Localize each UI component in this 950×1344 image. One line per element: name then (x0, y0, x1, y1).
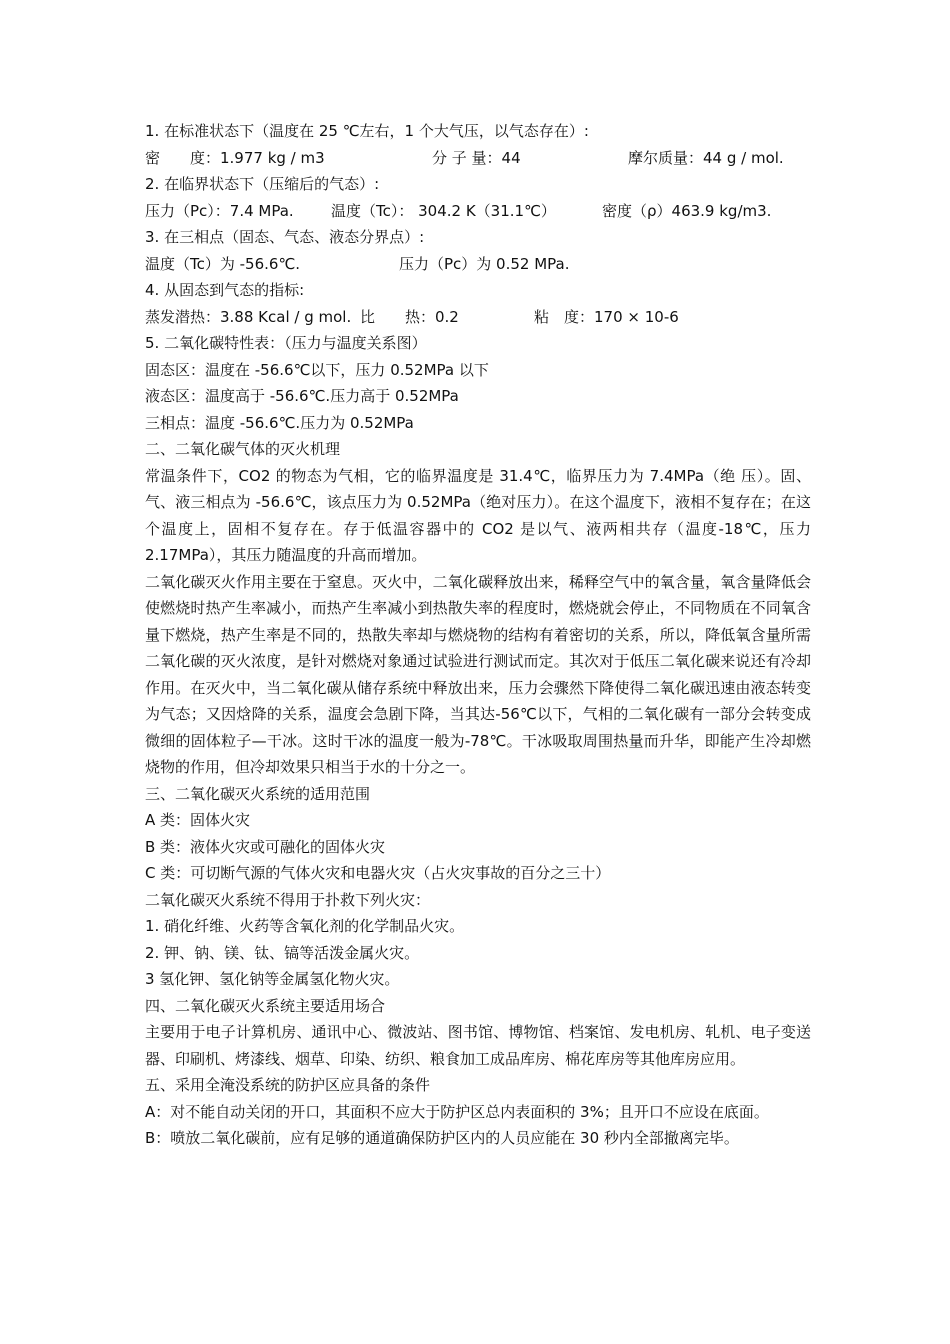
not-applicable-item-3: 3 氢化钾、氢化钠等金属氢化物火灾。 (145, 970, 400, 988)
specific-heat-value: 比 热：0.2 (360, 307, 459, 326)
class-a-item: A 类：固体火灾 (145, 811, 251, 829)
class-c-item: C 类：可切断气源的气体火灾和电器火灾（占火灾事故的百分之三十） (145, 864, 611, 882)
section-3-heading: 3. 在三相点（固态、气态、液态分界点）: (145, 228, 425, 246)
critical-pressure-value: 压力（Pc）：7.4 MPa. (145, 201, 294, 220)
total-flooding-heading: 五、采用全淹没系统的防护区应具备的条件 (145, 1076, 431, 1094)
class-b-item: B 类：液体火灾或可融化的固体火灾 (145, 837, 386, 856)
triple-point-values-row (145, 251, 811, 278)
critical-state-values-row (145, 198, 811, 225)
application-sites-paragraph: 主要用于电子计算机房、通讯中心、微波站、图书馆、博物馆、档案馆、发电机房、轧机、电子变送器、印刷机、烤漆线、烟草、印染、纺织、粮食加工成品库房、棉花库房等其他库房应用。 (145, 1023, 811, 1068)
viscosity-value: 粘 度：170 × 10-6 (534, 307, 679, 326)
application-sites-heading: 四、二氧化碳灭火系统主要适用场合 (145, 996, 386, 1015)
fire-mechanism-paragraph-1: 常温条件下，CO2 的物态为气相，它的临界温度是 31.4℃，临界压力为 7.4MPa（绝 压）。固、气、液三相点为 -56.6℃，该点压力为 0.52MPa（绝对压力）。在这个温度下，液相不复存在；在这个温度上，固相不复存在。存于低温容器中的 CO2 是以气、液两相共存（温度-18℃，压力 2.17MPa），其压力随温度的升高而增加。 (145, 466, 811, 564)
not-applicable-item-1: 1. 硝化纤维、火药等含氧化剂的化学制品火灾。 (145, 917, 465, 935)
not-applicable-heading: 二氧化碳灭火系统不得用于扑救下列火灾： (145, 890, 431, 909)
not-applicable-item-2: 2. 钾、钠、镁、钛、镐等活泼金属火灾。 (145, 943, 420, 962)
sublimation-values-row (145, 304, 811, 331)
fire-mechanism-paragraph-2: 二氧化碳灭火作用主要在于窒息。灭火中，二氧化碳释放出来，稀释空气中的氧含量，氧含量降低会使燃烧时热产生率减小，而热产生率减小到热散失率的程度时，燃烧就会停止，不同物质在不同氧含量下燃烧，热产生率是不同的，热散失率却与燃烧物的结构有着密切的关系，所以，降低氧含量所需二氧化碳的灭火浓度，是针对燃烧对象通过试验进行测试而定。其次对于低压二氧化碳来说还有冷却作用。在灭火中，当二氧化碳从储存系统中释放出来，压力会骤然下降使得二氧化碳迅速由液态转变为气态；又因焓降的关系，温度会急剧下降，当其达-56℃以下，气相的二氧化碳有一部分会转变成微细的固体粒子—干冰。这时干冰的温度一般为-78℃。干冰吸取周围热量而升华，即能产生冷却燃烧物的作用，但冷却效果只相当于水的十分之一。 (145, 572, 811, 776)
triple-point-temperature-value: 温度（Tc）为 -56.6℃. (145, 254, 301, 273)
standard-state-values-row (145, 145, 811, 172)
critical-density-value: 密度（ρ）463.9 kg/m3. (602, 201, 772, 220)
liquid-zone-line: 液态区：温度高于 -56.6℃.压力高于 0.52MPa (145, 387, 459, 405)
section-1-heading: 1. 在标准状态下（温度在 25 ℃左右，1 个大气压，以气态存在）: (145, 122, 589, 140)
section-5-heading: 5. 二氧化碳特性表：（压力与温度关系图） (145, 334, 427, 352)
application-scope-heading: 三、二氧化碳灭火系统的适用范围 (145, 784, 371, 803)
fire-mechanism-heading: 二、二氧化碳气体的灭火机理 (145, 440, 341, 458)
total-flooding-condition-a: A：对不能自动关闭的开口，其面积不应大于防护区总内表面积的 3%；且开口不应设在底面。 (145, 1102, 769, 1121)
total-flooding-condition-b: B：喷放二氧化碳前，应有足够的通道确保防护区内的人员应能在 30 秒内全部撤离完毕。 (145, 1129, 739, 1147)
critical-temperature-value: 温度（Tc）： 304.2 K（31.1℃） (331, 201, 556, 220)
solid-zone-line: 固态区：温度在 -56.6℃以下，压力 0.52MPa 以下 (145, 360, 489, 379)
latent-heat-value: 蒸发潜热：3.88 Kcal / g mol. (145, 307, 352, 326)
triple-point-pressure-value: 压力（Pc）为 0.52 MPa. (399, 254, 570, 273)
document-body (145, 118, 811, 1152)
triple-point-line: 三相点：温度 -56.6℃.压力为 0.52MPa (145, 413, 414, 432)
molecular-weight-value: 分 子 量：44 (432, 148, 521, 167)
section-2-heading: 2. 在临界状态下（压缩后的气态）: (145, 175, 380, 193)
density-value: 密 度：1.977 kg / m3 (145, 148, 325, 167)
molar-mass-value: 摩尔质量：44 g / mol. (628, 148, 784, 167)
section-4-heading: 4. 从固态到气态的指标: (145, 281, 305, 299)
